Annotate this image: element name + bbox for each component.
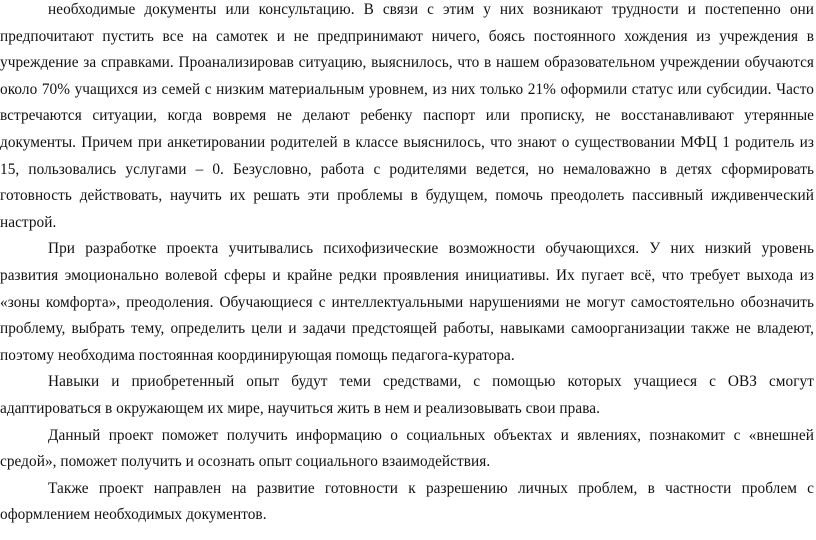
text-line: поэтому необходима постоянная координирующая помощь педагога-куратора. xyxy=(0,346,515,364)
text-line: около 70% учащихся из семей с низким материальным уровнем, из них только 21% оформили статус или субсидии. Часто xyxy=(0,80,814,98)
text-line: 15, пользовались услугами – 0. Безусловно, работа с родителями ведется, но немаловажно в детях сформировать xyxy=(0,160,814,178)
paragraph-5 xyxy=(0,476,814,529)
paragraph-2 xyxy=(0,236,814,369)
text-line: проблему, выбрать тему, определить цели и задачи предстоящей работы, навыками самоорганизации также не владеют, xyxy=(0,320,814,338)
text-line: Также проект направлен на развитие готовности к разрешению личных проблем, в частности проблем с xyxy=(48,479,814,497)
text-line: необходимые документы или консультацию. В связи с этим у них возникают трудности и постепенно они xyxy=(48,1,814,18)
text-line: документы. Причем при анкетировании родителей в классе выяснилось, что знают о существовании МФЦ 1 родитель из xyxy=(0,133,814,151)
text-line: предпочитают пустить все на самотек и не предпринимают ничего, боясь постоянного хождения из учреждения в xyxy=(0,27,814,45)
text-line: Навыки и приобретенный опыт будут теми средствами, с помощью которых учащиеся с ОВЗ смогут xyxy=(48,373,814,391)
text-line: готовность действовать, научить их решать эти проблемы в будущем, помочь преодолеть пассивный иждивенческий xyxy=(0,187,814,205)
text-line: учреждение за справками. Проанализировав ситуацию, выяснилось, что в нашем образовательном учреждении обучаются xyxy=(0,54,814,72)
paragraph-4 xyxy=(0,423,814,476)
text-line: развития эмоционально волевой сферы и крайне редки проявления инициативы. Их пугает всё, что требует выхода из xyxy=(0,266,814,284)
paragraph-3 xyxy=(0,369,814,422)
text-line: адаптироваться в окружающем их мире, научиться жить в нем и реализовывать свои права. xyxy=(0,399,600,417)
paragraph-1 xyxy=(0,0,814,236)
text-line: При разработке проекта учитывались психофизические возможности обучающихся. У них низкий уровень xyxy=(48,240,814,258)
text-line: Данный проект поможет получить информацию о социальных объектах и явлениях, познакомит с «внешней xyxy=(48,426,814,444)
text-line: встречаются ситуации, когда вовремя не делают ребенку паспорт или прописку, не восстанавливают утерянные xyxy=(0,107,814,125)
text-line: средой», поможет получить и осознать опыт социального взаимодействия. xyxy=(0,453,491,471)
text-line: «зоны комфорта», преодоления. Обучающиеся с интеллектуальными нарушениями не могут самостоятельно обозначить xyxy=(0,293,814,311)
text-line: настрой. xyxy=(0,213,57,231)
text-line: оформлением необходимых документов. xyxy=(0,506,267,524)
